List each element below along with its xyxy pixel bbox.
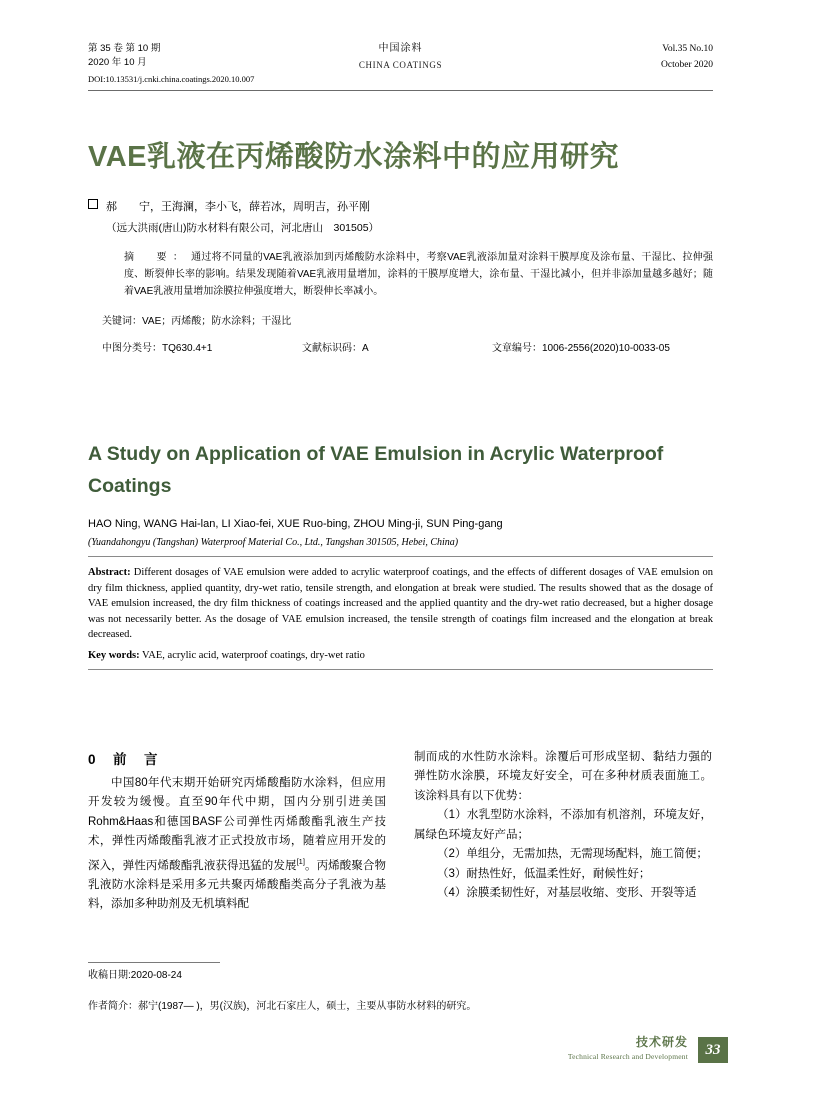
page-title-en: A Study on Application of VAE Emulsion in Acrylic Waterproof Coatings bbox=[88, 443, 664, 497]
square-bullet-icon bbox=[88, 199, 98, 209]
abstract-en-text: Different dosages of VAE emulsion were added to acrylic waterproof coatings, and the effects of different dosages of VAE emulsion on dry film thickness, applied quantity, dry-wet ratio, tensile strength, and elongation at break were studied. The results showed that as the dosage of VAE emulsion increased, the dry film thickness of coatings increased and the applied quantity and the dry-wet ratio decreased, but a higher dosage was not necessarily better. As the dosage of VAE emulsion increased, the tensile strength of coatings film increased and the elongation at break decreased. bbox=[88, 567, 713, 640]
body-paragraph-left-1 bbox=[88, 774, 386, 915]
article-id: 文章编号：1006-2556(2020)10-0033-05 bbox=[492, 343, 670, 354]
abstract-cn-text: 通过将不同量的VAE乳液添加到丙烯酸防水涂料中，考察VAE乳液添加量对涂料干膜厚度及涂布量、干湿比、拉伸强度、断裂伸长率的影响。结果发现随着VAE乳液用量增加，涂料的干膜厚度增大，涂布量、干湿比减小，但并非添加量越多越好；随着VAE乳液用量增加涂膜拉伸强度增大，断裂伸长率减小。 bbox=[124, 252, 714, 297]
body-paragraph-right-1: 制而成的水性防水涂料。涂覆后可形成坚韧、黏结力强的弹性防水涂膜，环境友好安全，可在多种材质表面施工。该涂料具有以下优势： bbox=[414, 750, 712, 802]
affiliation-en: (Yuandahongyu (Tangshan) Waterproof Material Co., Ltd., Tangshan 301505, Hebei, China) bbox=[88, 537, 459, 548]
journal-name-en: CHINA COATINGS bbox=[358, 60, 443, 70]
footnote-block bbox=[88, 962, 386, 984]
volume-line: 第 35 卷 第 10 期 bbox=[88, 43, 161, 54]
header-rule bbox=[88, 90, 713, 91]
clc-number: 中图分类号：TQ630.4+1 bbox=[102, 343, 213, 354]
journal-name bbox=[88, 42, 713, 72]
body-text-left-1a: 中国80年代末期开始研究丙烯酸酯防水涂料，但应用开发较为缓慢。直至90年代中期，国内分别引进美国Rohm&Haas和德国BASF公司弹性丙烯酸酯乳液生产技术，弹性丙烯酸酯乳液才正式投放市场，随着应用开发的深入，弹性丙烯酸酯乳液获得迅猛的发展 bbox=[88, 776, 386, 872]
body-text-left-1b: 。丙烯酸聚合物乳液防水涂料是采用多元共聚丙烯酸酯类高分子乳液为基料，添加多种助剂及无机填料配 bbox=[88, 859, 387, 911]
abstract-bottom-rule bbox=[88, 669, 713, 670]
page-title-cn: VAE乳液在丙烯酸防水涂料中的应用研究 bbox=[88, 141, 619, 173]
body-list-item: （3）耐热性好，低温柔性好，耐候性好； bbox=[437, 867, 651, 880]
body-list-item: （4）涂膜柔韧性好，对基层收缩、变形、开裂等适 bbox=[437, 887, 697, 899]
keywords-en-label: Key words: bbox=[88, 649, 140, 661]
journal-name-cn: 中国涂料 bbox=[378, 43, 423, 54]
body-columns bbox=[88, 748, 713, 915]
abstract-cn-label: 摘 要： bbox=[124, 252, 190, 263]
affiliation-cn: （远大洪雨(唐山)防水材料有限公司，河北唐山 301505） bbox=[106, 222, 380, 234]
footer-section-cn: 技术研发 bbox=[635, 1035, 688, 1049]
document-code: 文献标识码：A bbox=[302, 343, 369, 354]
body-list-item: （1）水乳型防水涂料，不添加有机溶剂，环境友好，属绿色环境友好产品； bbox=[414, 809, 712, 841]
page-footer bbox=[568, 1033, 688, 1061]
abstract-en bbox=[88, 565, 713, 643]
authors-cn bbox=[88, 198, 713, 216]
date-line-cn: 2020 年 10 月 bbox=[88, 57, 147, 68]
keywords-cn: 关键词：VAE；丙烯酸；防水涂料；干湿比 bbox=[102, 316, 292, 327]
citation-ref-1: [1] bbox=[296, 856, 305, 866]
footnote-rule bbox=[88, 962, 220, 963]
journal-volume-en bbox=[661, 42, 713, 72]
volume-line-en: Vol.35 No.10 bbox=[662, 44, 713, 54]
date-line-en: October 2020 bbox=[661, 60, 713, 70]
keywords-en bbox=[88, 650, 713, 661]
footer-section-en: Technical Research and Development bbox=[567, 1052, 688, 1061]
footnote-received: 收稿日期:2020-08-24 bbox=[88, 970, 182, 981]
footnote-author-bio: 作者简介：郝宁(1987— )，男(汉族)，河北石家庄人，硕士，主要从事防水材料的研究。 bbox=[88, 1001, 477, 1012]
abstract-cn bbox=[124, 249, 713, 300]
article-meta-cn bbox=[102, 339, 713, 354]
abstract-top-rule bbox=[88, 556, 713, 557]
column-left bbox=[88, 748, 386, 915]
section-heading-intro: 0 前 言 bbox=[88, 751, 160, 767]
column-right bbox=[414, 748, 712, 915]
keywords-en-text: VAE, acrylic acid, waterproof coatings, dry-wet ratio bbox=[139, 649, 365, 661]
running-head bbox=[88, 42, 713, 88]
authors-cn-text: 郝 宁，王海澜，李小飞，薛若冰，周明吉，孙平刚 bbox=[106, 201, 370, 213]
body-list-item: （2）单组分，无需加热，无需现场配料，施工简便； bbox=[437, 848, 708, 860]
abstract-en-label: Abstract: bbox=[88, 567, 131, 578]
doi-text: DOI:10.13531/j.cnki.china.coatings.2020.10.007 bbox=[88, 74, 255, 84]
page-content bbox=[88, 42, 713, 915]
page-number-badge: 33 bbox=[698, 1037, 728, 1063]
authors-en: HAO Ning, WANG Hai-lan, LI Xiao-fei, XUE Ruo-bing, ZHOU Ming-ji, SUN Ping-gang bbox=[88, 518, 503, 530]
